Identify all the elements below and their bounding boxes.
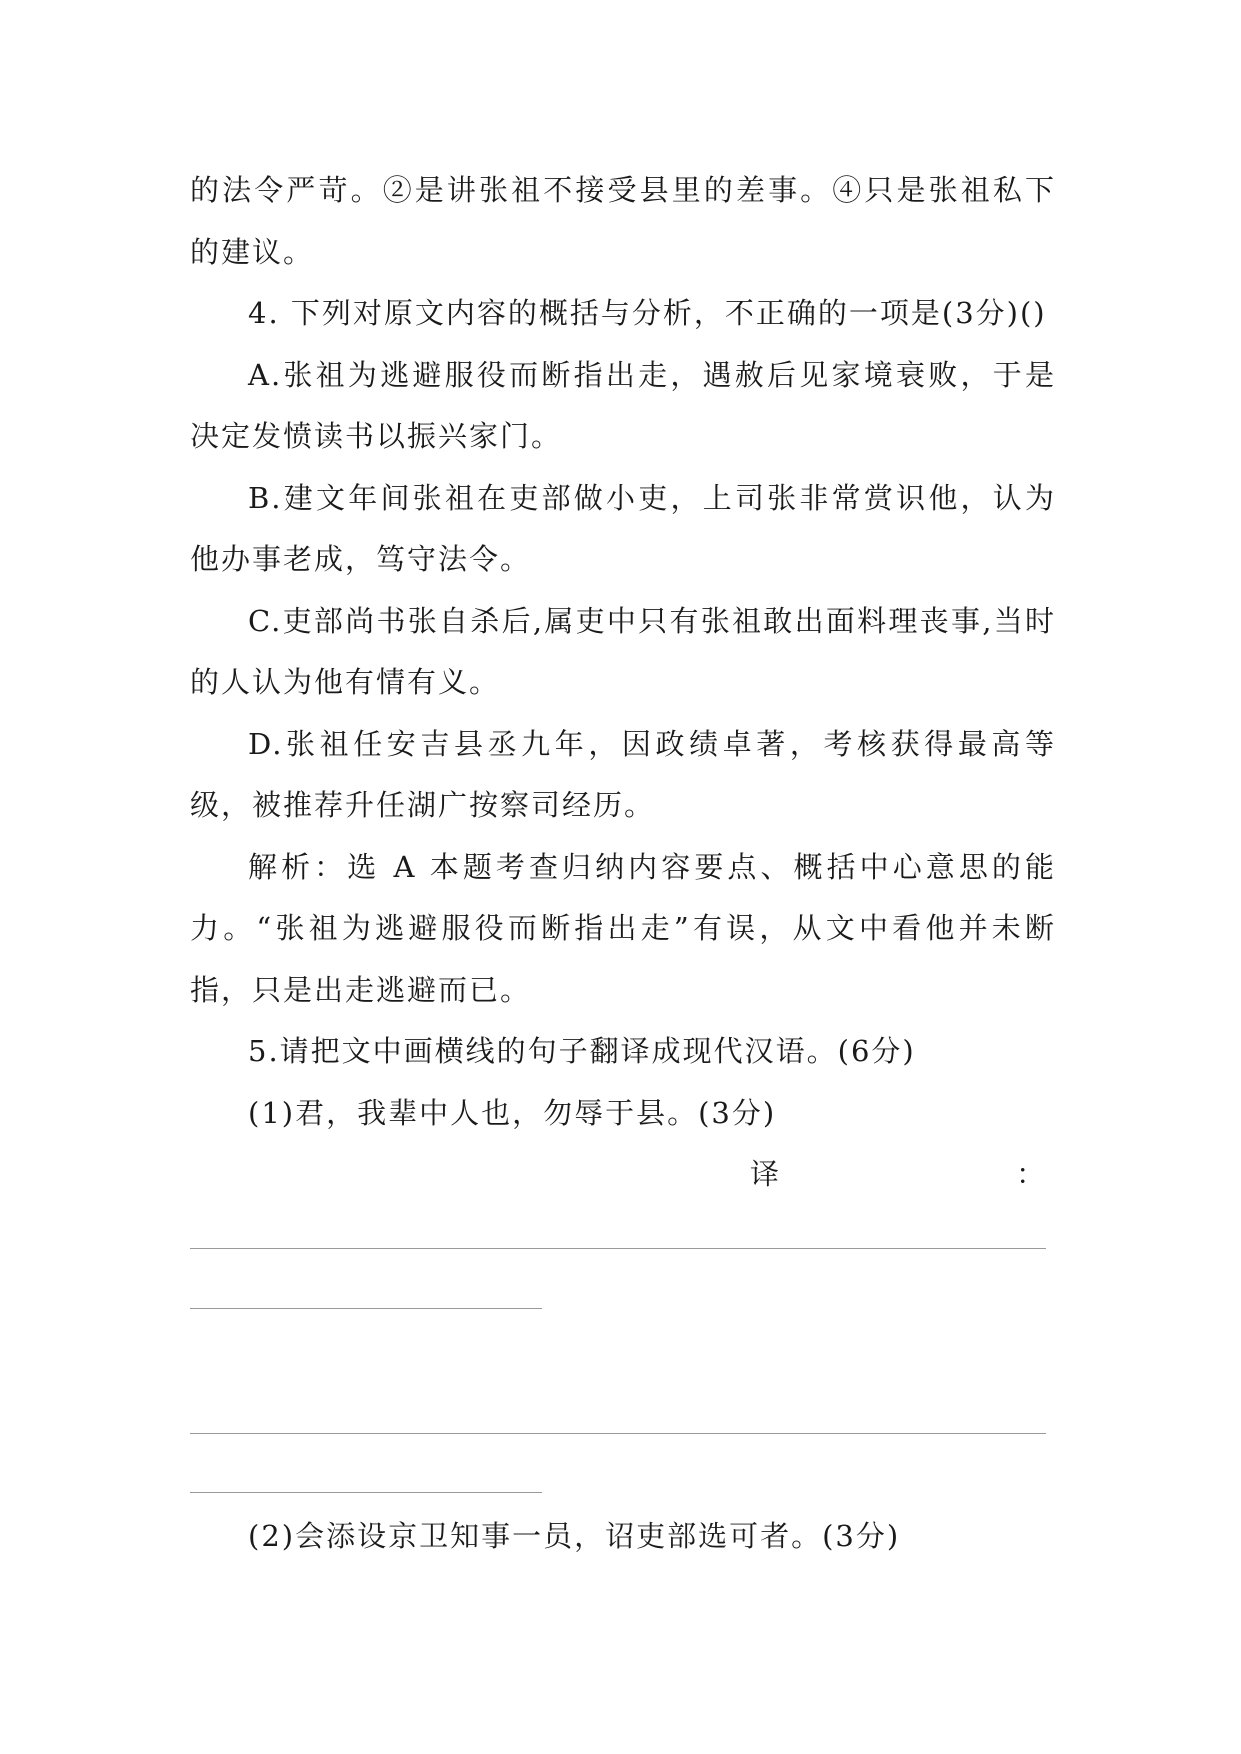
answer-line-2[interactable] <box>190 1308 542 1309</box>
answer-line-4[interactable] <box>190 1492 542 1493</box>
question-5-part-2: (2)会添设京卫知事一员，诏吏部选可者。(3分) <box>248 1519 901 1553</box>
answer-line-1[interactable] <box>190 1248 1046 1249</box>
option-c: C.吏部尚书张自杀后,属吏中只有张祖敢出面料理丧事,当时的人认为他有情有义。 <box>190 603 1056 699</box>
translation-label: 译 <box>750 1157 782 1191</box>
option-d: D.张祖任安吉县丞九年，因政绩卓著，考核获得最高等级，被推荐升任湖广按察司经历。 <box>190 726 1056 822</box>
translation-label-row <box>190 1144 1056 1205</box>
answer-line-3[interactable] <box>190 1433 1046 1434</box>
document-page-bottom <box>190 1506 1056 1568</box>
question-5-part-1: (1)君，我辈中人也，勿辱于县。(3分) <box>248 1095 777 1130</box>
document-page <box>190 160 1056 1205</box>
analysis-paragraph: 解析：选 A 本题考查归纳内容要点、概括中心意思的能力。“张祖为逃避服役而断指出走”有误，从文中看他并未断指，只是出走逃避而已。 <box>190 849 1056 1007</box>
paragraph-explanation-end: 的法令严苛。②是讲张祖不接受县里的差事。④只是张祖私下的建议。 <box>190 173 1056 269</box>
question-5: 5.请把文中画横线的句子翻译成现代汉语。(6分) <box>248 1034 916 1068</box>
translation-colon: ： <box>1016 1157 1048 1191</box>
question-4: 4. 下列对原文内容的概括与分析，不正确的一项是(3分)() <box>248 296 1047 330</box>
option-a: A.张祖为逃避服役而断指出走，遇赦后见家境衰败，于是决定发愤读书以振兴家门。 <box>190 357 1056 453</box>
option-b: B.建文年间张祖在吏部做小吏，上司张非常赏识他，认为他办事老成，笃守法令。 <box>190 480 1056 576</box>
